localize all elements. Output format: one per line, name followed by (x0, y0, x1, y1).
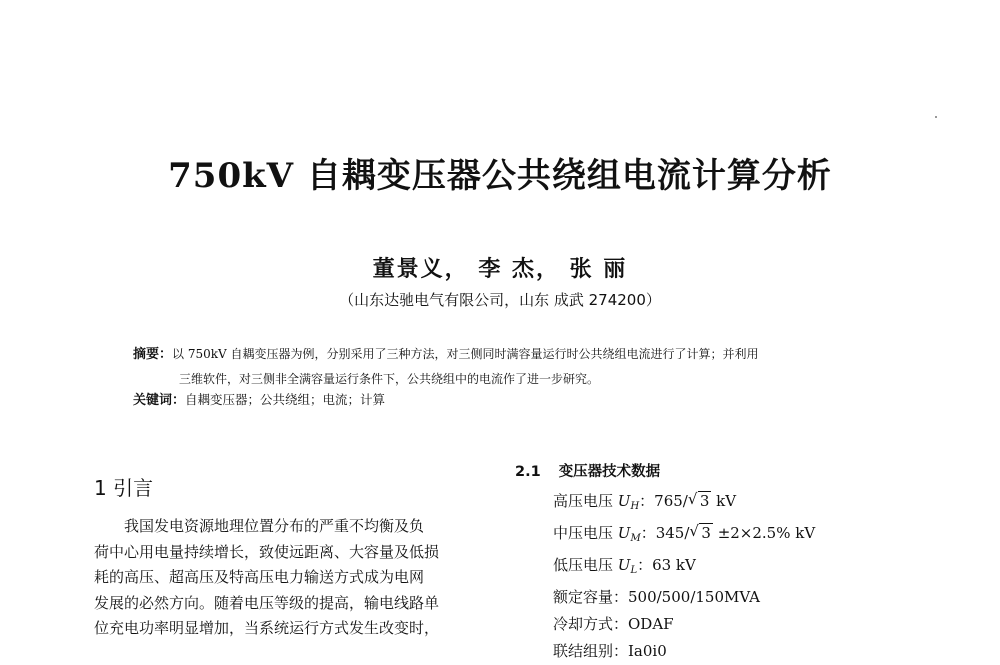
transformer-specs (553, 488, 973, 665)
section-2-1-number: 2.1 (515, 464, 541, 480)
sqrt-symbol: √ 3 (687, 490, 710, 510)
paper-authors: 董景义， 李 杰， 张 丽 (372, 256, 628, 282)
abstract (133, 342, 893, 391)
scan-speck (935, 116, 937, 118)
section-1-paragraph (94, 514, 490, 642)
section-1-heading: 1 引言 (94, 476, 154, 500)
spec-rated-capacity: 额定容量：500/500/150MVA (553, 588, 761, 606)
spec-lv-voltage: 低压电压 $U_L$：63 kV (553, 556, 696, 576)
section-2-1-heading (515, 460, 660, 481)
paper-affiliation: （山东达驰电气有限公司，山东 成武 274200） (339, 291, 661, 309)
paragraph-line: 位充电功率明显增加，当系统运行方式发生改变时， (94, 619, 440, 637)
abstract-line-2: 三维软件，对三侧非全满容量运行条件下，公共绕组中的电流作了进一步研究。 (179, 372, 600, 386)
spec-hv-voltage: 高压电压 $U_H$：765/ √ 3 kV (553, 488, 973, 520)
spec-connection-group: 联结组别：Ia0i0 (553, 642, 667, 660)
paper-title: 750kV 自耦变压器公共绕组电流计算分析 (168, 156, 832, 196)
abstract-label: 摘要： (133, 347, 173, 362)
paragraph-line: 我国发电资源地理位置分布的严重不均衡及负 (124, 517, 425, 535)
spec-mv-voltage: 中压电压 $U_M$：345/ √ 3 ±2×2.5% kV (553, 520, 973, 552)
keywords (133, 388, 893, 413)
paragraph-line: 荷中心用电量持续增长，致使远距离、大容量及低损 (94, 542, 440, 561)
keywords-label: 关键词： (133, 393, 186, 408)
paragraph-line: 发展的必然方向。随着电压等级的提高，输电线路单 (94, 593, 440, 612)
section-2-1-title: 变压器技术数据 (558, 464, 661, 480)
abstract-line-1 (133, 342, 893, 367)
keywords-text: 自耦变压器；公共绕组；电流；计算 (185, 392, 386, 407)
abstract-text-1: 以 750kV 自耦变压器为例，分别采用了三种方法，对三侧同时满容量运行时公共绕组电流进行了计算；并利用 (172, 347, 759, 361)
paragraph-line: 耗的高压、超高压及特高压电力输送方式成为电网 (94, 568, 425, 586)
spec-cooling: 冷却方式：ODAF (553, 615, 674, 633)
sqrt-symbol: √ 3 (689, 522, 711, 542)
